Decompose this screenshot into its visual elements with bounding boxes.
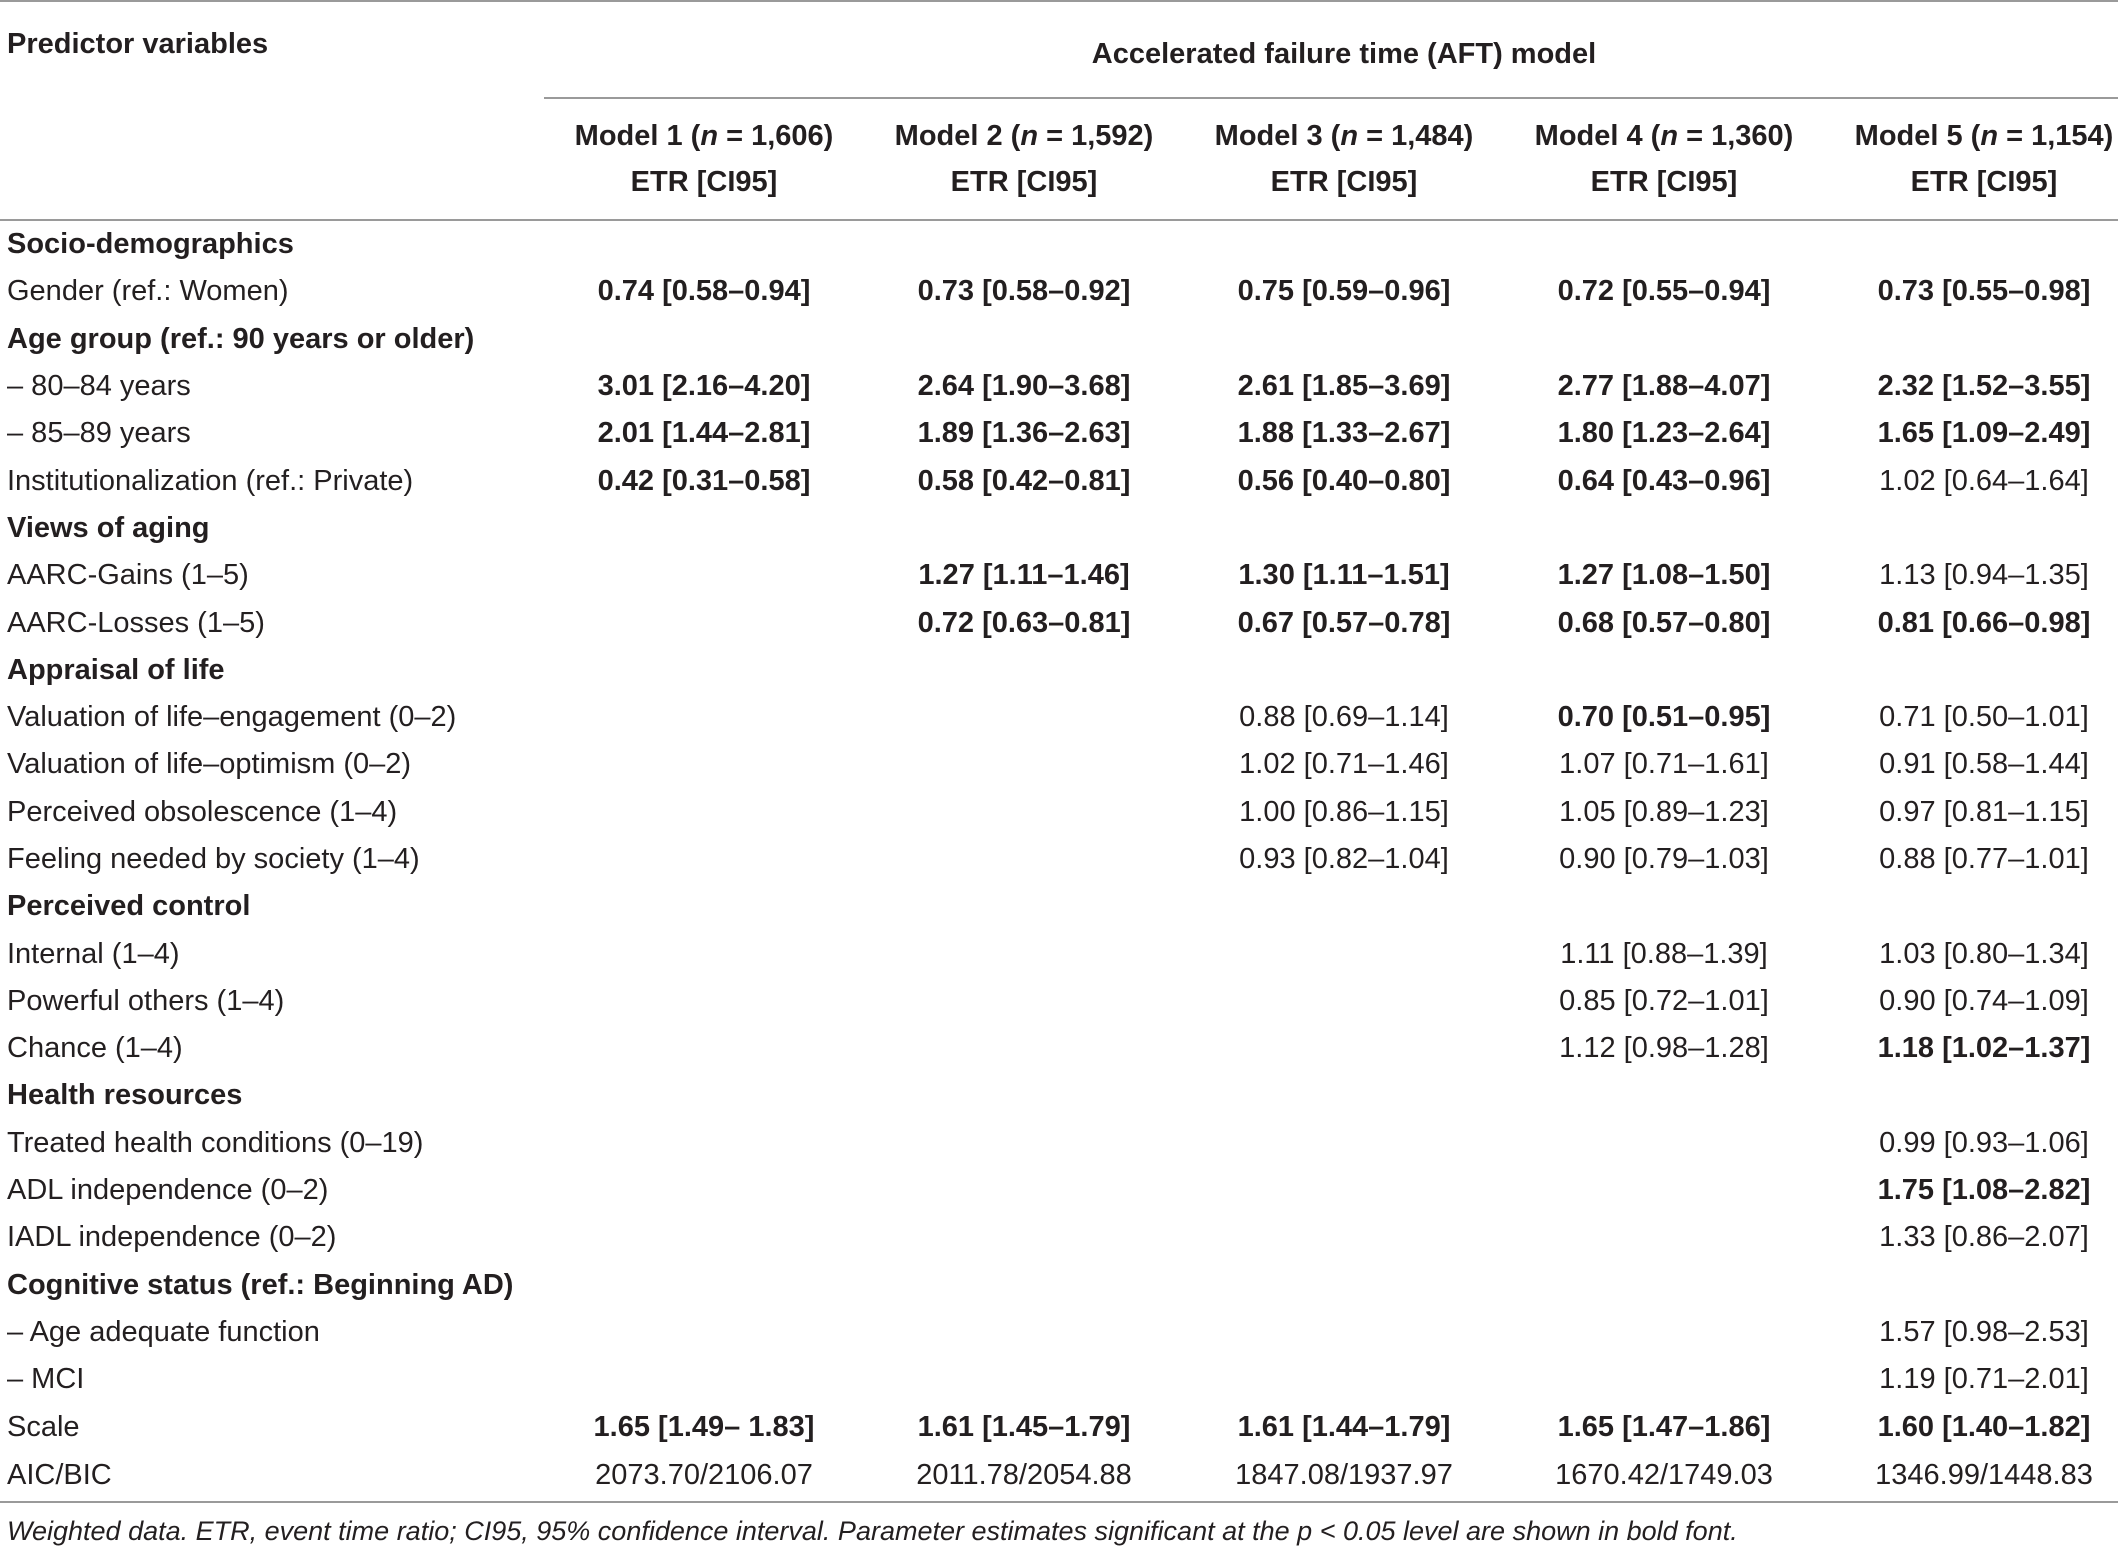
row-label: – MCI <box>7 1363 85 1396</box>
model-3-cell: 1.02 [0.71–1.46] <box>1239 748 1449 781</box>
model-1-cell: 1.65 [1.49– 1.83] <box>593 1410 815 1443</box>
model-2-cell <box>864 316 1184 363</box>
section-label: Socio-demographics <box>7 228 294 261</box>
model-3-cell: 1847.08/1937.97 <box>1184 1451 1504 1502</box>
model-2-cell <box>864 220 1184 268</box>
row-label: Perceived obsolescence (1–4) <box>7 795 398 828</box>
section-label: Age group (ref.: 90 years or older) <box>7 322 475 355</box>
model-5-cell <box>1824 316 2118 363</box>
model-4-cell <box>1504 1309 1824 1356</box>
model-1-cell: 3.01 [2.16–4.20] <box>597 370 811 403</box>
model-2-cell <box>864 505 1184 552</box>
row-label: AARC-Gains (1–5) <box>7 559 249 592</box>
section-header-row <box>0 505 2118 552</box>
model-1-cell <box>544 1214 864 1261</box>
section-header-row <box>0 883 2118 930</box>
model-1-cell <box>544 599 864 646</box>
table-row <box>0 741 2118 788</box>
model-4-cell <box>1504 1356 1824 1403</box>
table-row <box>0 1356 2118 1403</box>
model-2-header: Model 2 (n = 1,592) ETR [CI95] <box>864 98 1184 220</box>
model-1-cell: 2.01 [1.44–2.81] <box>597 417 811 450</box>
model-2-cell <box>864 1120 1184 1167</box>
row-label: Institutionalization (ref.: Private) <box>7 464 414 497</box>
model-3-cell <box>1184 1309 1504 1356</box>
table-row <box>0 1025 2118 1072</box>
model-2-cell <box>864 883 1184 930</box>
model-3-cell <box>1184 930 1504 977</box>
model-1-cell <box>544 930 864 977</box>
model-1-cell <box>544 1120 864 1167</box>
model-5-cell <box>1824 1072 2118 1119</box>
model-5-cell: 0.88 [0.77–1.01] <box>1879 843 2089 875</box>
model-4-cell <box>1504 220 1824 268</box>
row-label: AARC-Losses (1–5) <box>7 606 265 639</box>
model-3-cell <box>1184 505 1504 552</box>
model-4-cell <box>1504 1214 1824 1261</box>
row-label: Valuation of life–engagement (0–2) <box>7 701 457 734</box>
model-3-cell: 0.56 [0.40–0.80] <box>1237 464 1451 497</box>
model-3-cell <box>1184 978 1504 1025</box>
model-2-cell: 1.89 [1.36–2.63] <box>917 417 1131 450</box>
aft-model-header: Accelerated failure time (AFT) model <box>544 12 2118 98</box>
section-header-row <box>0 220 2118 268</box>
section-label: Views of aging <box>7 511 210 544</box>
section-header-row <box>0 647 2118 694</box>
model-1-cell: 0.42 [0.31–0.58] <box>597 464 811 497</box>
model-2-cell: 0.72 [0.63–0.81] <box>917 606 1131 639</box>
model-4-cell: 1.65 [1.47–1.86] <box>1557 1410 1771 1443</box>
row-label: – Age adequate function <box>7 1315 320 1348</box>
model-4-cell: 1.12 [0.98–1.28] <box>1559 1032 1769 1065</box>
table-footnote: Weighted data. ETR, event time ratio; CI95, 95% confidence interval. Parameter estimates significant at the p < 0.05 level are shown in bold font. <box>7 1516 1738 1546</box>
model-1-cell <box>544 836 864 883</box>
model-5-cell: 1.02 [0.64–1.64] <box>1879 464 2089 497</box>
model-2-cell <box>864 1309 1184 1356</box>
model-1-cell <box>544 883 864 930</box>
model-2-cell <box>864 1072 1184 1119</box>
model-1-cell <box>544 647 864 694</box>
model-5-cell: 0.73 [0.55–0.98] <box>1877 275 2091 308</box>
model-3-cell <box>1184 1262 1504 1309</box>
model-3-cell: 1.61 [1.44–1.79] <box>1237 1410 1451 1443</box>
section-header-row <box>0 316 2118 363</box>
model-1-cell <box>544 1262 864 1309</box>
model-3-cell: 1.30 [1.11–1.51] <box>1238 559 1450 592</box>
model-1-cell <box>544 1309 864 1356</box>
row-label: Valuation of life–optimism (0–2) <box>7 748 412 781</box>
model-2-cell <box>864 647 1184 694</box>
model-3-cell <box>1184 1214 1504 1261</box>
model-3-cell: 1.88 [1.33–2.67] <box>1237 417 1451 450</box>
header-row-1 <box>0 12 2118 98</box>
section-label: Cognitive status (ref.: Beginning AD) <box>7 1268 514 1301</box>
model-5-cell: 0.90 [0.74–1.09] <box>1879 984 2089 1017</box>
row-label: AIC/BIC <box>0 1451 544 1502</box>
model-5-cell: 1.18 [1.02–1.37] <box>1877 1032 2091 1065</box>
model-1-cell <box>544 789 864 836</box>
model-3-cell: 1.00 [0.86–1.15] <box>1239 795 1449 828</box>
row-label: Scale <box>7 1410 80 1443</box>
section-label: Perceived control <box>7 890 251 923</box>
model-4-header: Model 4 (n = 1,360) ETR [CI95] <box>1504 98 1824 220</box>
table-row <box>0 978 2118 1025</box>
table-row <box>0 599 2118 646</box>
row-label: – 85–89 years <box>7 417 191 450</box>
model-5-cell: 0.97 [0.81–1.15] <box>1879 795 2089 828</box>
section-header-row <box>0 1072 2118 1119</box>
model-2-cell <box>864 978 1184 1025</box>
model-4-cell: 1.11 [0.88–1.39] <box>1560 937 1768 970</box>
model-4-cell <box>1504 1072 1824 1119</box>
model-4-cell <box>1504 1167 1824 1214</box>
model-3-cell: 0.93 [0.82–1.04] <box>1239 843 1449 875</box>
model-2-cell <box>864 694 1184 741</box>
model-5-cell: 2.32 [1.52–3.55] <box>1877 370 2091 403</box>
table-row <box>0 552 2118 599</box>
model-4-cell: 1670.42/1749.03 <box>1504 1451 1824 1502</box>
model-2-cell: 1.61 [1.45–1.79] <box>917 1410 1131 1443</box>
section-label: Appraisal of life <box>7 653 225 686</box>
table-row <box>0 789 2118 836</box>
table-row <box>0 1309 2118 1356</box>
model-1-cell <box>544 505 864 552</box>
model-3-cell <box>1184 883 1504 930</box>
table-row <box>0 1167 2118 1214</box>
table-row <box>0 1403 2118 1450</box>
row-label: Chance (1–4) <box>7 1032 183 1065</box>
section-header-row <box>0 1262 2118 1309</box>
model-3-cell: 0.88 [0.69–1.14] <box>1239 701 1449 734</box>
model-4-cell <box>1504 316 1824 363</box>
model-2-cell: 2011.78/2054.88 <box>864 1451 1184 1502</box>
model-1-cell <box>544 220 864 268</box>
model-5-cell <box>1824 1262 2118 1309</box>
model-4-cell: 0.64 [0.43–0.96] <box>1557 464 1771 497</box>
table-row <box>0 268 2118 315</box>
model-1-header: Model 1 (n = 1,606) ETR [CI95] <box>544 98 864 220</box>
model-2-cell: 2.64 [1.90–3.68] <box>917 370 1131 403</box>
model-3-cell <box>1184 647 1504 694</box>
model-3-cell: 0.75 [0.59–0.96] <box>1237 275 1451 308</box>
table-row <box>0 836 2118 883</box>
model-5-cell: 1.60 [1.40–1.82] <box>1877 1410 2091 1443</box>
model-4-cell: 2.77 [1.88–4.07] <box>1557 370 1771 403</box>
model-3-header: Model 3 (n = 1,484) ETR [CI95] <box>1184 98 1504 220</box>
model-2-cell: 0.58 [0.42–0.81] <box>917 464 1131 497</box>
model-2-cell <box>864 1167 1184 1214</box>
model-5-cell: 1.75 [1.08–2.82] <box>1877 1174 2091 1207</box>
model-1-cell <box>544 552 864 599</box>
table-body <box>0 220 2118 1502</box>
model-1-cell <box>544 316 864 363</box>
model-2-cell <box>864 741 1184 788</box>
model-4-cell: 0.70 [0.51–0.95] <box>1557 701 1771 734</box>
model-1-cell: 2073.70/2106.07 <box>544 1451 864 1502</box>
model-5-cell: 1.65 [1.09–2.49] <box>1877 417 2091 450</box>
model-2-cell <box>864 789 1184 836</box>
table-row <box>0 410 2118 457</box>
model-5-cell: 1.57 [0.98–2.53] <box>1879 1315 2089 1348</box>
model-1-cell <box>544 741 864 788</box>
model-4-cell: 1.07 [0.71–1.61] <box>1559 748 1769 781</box>
row-label: Feeling needed by society (1–4) <box>7 843 420 875</box>
model-5-header: Model 5 (n = 1,154) ETR [CI95] <box>1824 98 2118 220</box>
model-1-cell <box>544 1167 864 1214</box>
table-top-rule <box>0 1 2118 12</box>
model-2-cell <box>864 1262 1184 1309</box>
header-row-2 <box>0 98 2118 220</box>
model-4-cell: 0.72 [0.55–0.94] <box>1557 275 1771 308</box>
section-label: Health resources <box>7 1079 243 1112</box>
model-3-cell: 0.67 [0.57–0.78] <box>1237 606 1451 639</box>
model-1-cell <box>544 1356 864 1403</box>
table-row <box>0 363 2118 410</box>
model-4-cell <box>1504 1120 1824 1167</box>
model-1-cell: 0.74 [0.58–0.94] <box>597 275 811 308</box>
model-3-cell <box>1184 1025 1504 1072</box>
model-5-cell: 1.19 [0.71–2.01] <box>1879 1363 2089 1396</box>
model-4-cell: 1.27 [1.08–1.50] <box>1557 559 1771 592</box>
model-4-cell: 0.90 [0.79–1.03] <box>1559 843 1769 875</box>
table-row <box>0 457 2118 504</box>
model-1-cell <box>544 1025 864 1072</box>
model-4-cell <box>1504 1262 1824 1309</box>
model-3-cell <box>1184 220 1504 268</box>
table-row <box>0 1214 2118 1261</box>
model-2-cell <box>864 1214 1184 1261</box>
row-label: Gender (ref.: Women) <box>7 275 289 308</box>
model-4-cell: 0.68 [0.57–0.80] <box>1557 606 1771 639</box>
model-5-cell: 1.13 [0.94–1.35] <box>1879 559 2089 592</box>
table-row <box>0 930 2118 977</box>
row-label: ADL independence (0–2) <box>7 1174 329 1207</box>
row-label: – 80–84 years <box>7 370 191 403</box>
model-3-cell <box>1184 1120 1504 1167</box>
row-label: Powerful others (1–4) <box>7 984 285 1017</box>
predictor-variables-header: Predictor variables <box>7 28 269 60</box>
model-2-cell <box>864 836 1184 883</box>
model-1-cell <box>544 1072 864 1119</box>
row-label: IADL independence (0–2) <box>7 1221 337 1254</box>
model-4-cell <box>1504 883 1824 930</box>
model-2-cell <box>864 1356 1184 1403</box>
table-row <box>0 694 2118 741</box>
model-3-cell: 2.61 [1.85–3.69] <box>1237 370 1451 403</box>
model-4-cell <box>1504 647 1824 694</box>
table-row <box>0 1120 2118 1167</box>
model-5-cell <box>1824 647 2118 694</box>
model-3-cell <box>1184 1072 1504 1119</box>
model-2-cell <box>864 1025 1184 1072</box>
model-5-cell: 1.33 [0.86–2.07] <box>1879 1221 2089 1254</box>
model-5-cell: 1.03 [0.80–1.34] <box>1879 937 2089 970</box>
model-5-cell: 0.99 [0.93–1.06] <box>1879 1126 2089 1159</box>
model-5-cell: 0.81 [0.66–0.98] <box>1877 606 2091 639</box>
row-label: Internal (1–4) <box>7 937 180 970</box>
model-5-cell <box>1824 883 2118 930</box>
model-4-cell <box>1504 505 1824 552</box>
model-1-cell <box>544 978 864 1025</box>
model-4-cell: 1.80 [1.23–2.64] <box>1557 417 1771 450</box>
model-5-cell: 0.71 [0.50–1.01] <box>1879 701 2089 734</box>
model-2-cell: 1.27 [1.11–1.46] <box>918 559 1130 592</box>
model-2-cell: 0.73 [0.58–0.92] <box>917 275 1131 308</box>
model-5-cell: 0.91 [0.58–1.44] <box>1879 748 2089 781</box>
model-5-cell: 1346.99/1448.83 <box>1824 1451 2118 1502</box>
header-blank-cell <box>0 98 544 220</box>
model-5-cell <box>1824 505 2118 552</box>
model-4-cell: 0.85 [0.72–1.01] <box>1559 984 1769 1017</box>
row-label: Treated health conditions (0–19) <box>7 1126 424 1159</box>
model-3-cell <box>1184 1167 1504 1214</box>
model-3-cell <box>1184 316 1504 363</box>
model-4-cell: 1.05 [0.89–1.23] <box>1559 795 1769 828</box>
model-1-cell <box>544 694 864 741</box>
model-5-cell <box>1824 220 2118 268</box>
table-row <box>0 1451 2118 1502</box>
model-2-cell <box>864 930 1184 977</box>
model-3-cell <box>1184 1356 1504 1403</box>
